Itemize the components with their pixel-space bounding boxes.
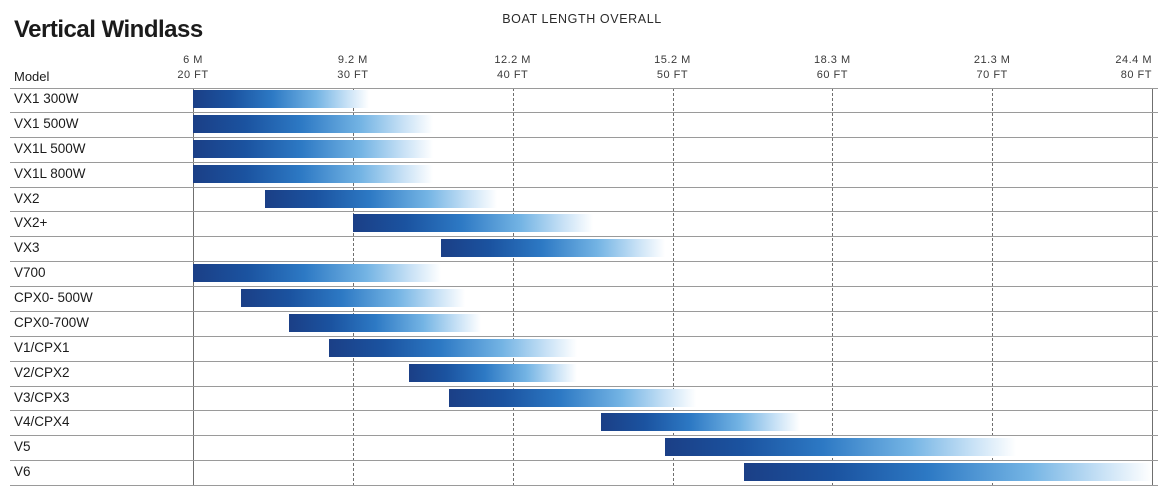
- tick-label-metric: 9.2 M: [337, 54, 368, 66]
- chart-row: [0, 411, 1164, 436]
- row-label-model: CPX0- 500W: [14, 290, 93, 305]
- range-bar: [289, 314, 481, 332]
- row-separator: [10, 435, 1158, 436]
- row-separator: [10, 187, 1158, 188]
- range-bar: [193, 90, 369, 108]
- row-separator: [10, 460, 1158, 461]
- chart-row: [0, 262, 1164, 287]
- tick-label-metric: 21.3 M: [973, 54, 1011, 66]
- range-bar: [193, 165, 433, 183]
- row-separator: [10, 236, 1158, 237]
- row-separator: [10, 261, 1158, 262]
- chart-row: [0, 387, 1164, 412]
- row-label-model: VX1L 800W: [14, 165, 86, 181]
- row-separator: [10, 386, 1158, 387]
- tick-label-metric: 6 M: [183, 54, 203, 66]
- row-label-model: V5: [14, 439, 31, 455]
- row-separator: [10, 286, 1158, 287]
- model-column-header: Model: [14, 69, 50, 84]
- row-label-model: V2/CPX2: [14, 364, 70, 380]
- row-separator: [10, 88, 1158, 89]
- row-label-model: V3/CPX3: [14, 389, 70, 405]
- tick-label-imperial: 70 FT: [976, 69, 1008, 81]
- chart-row: [0, 188, 1164, 213]
- chart-row: [0, 312, 1164, 337]
- range-bar: [744, 463, 1152, 481]
- tick-label-imperial: 80 FT: [1120, 69, 1152, 81]
- row-label-model: VX2+: [14, 215, 48, 231]
- row-label-model: VX1L 500W: [14, 140, 86, 156]
- range-bar: [353, 214, 593, 232]
- row-label-model: VX3: [14, 240, 40, 256]
- tick-label-metric: 12.2 M: [494, 54, 531, 66]
- range-bar: [193, 264, 441, 282]
- plot-area: [0, 88, 1164, 486]
- row-label-model: VX1 300W: [14, 91, 79, 106]
- tick-label-metric: 24.4 M: [1115, 54, 1152, 66]
- row-label-model: VX1 500W: [14, 115, 79, 131]
- tick-label-imperial: 60 FT: [816, 69, 848, 81]
- row-separator: [10, 336, 1158, 337]
- tick-label-metric: 18.3 M: [814, 54, 851, 66]
- row-label-model: VX2: [14, 190, 40, 206]
- range-bar: [193, 140, 433, 158]
- page-title: Vertical Windlass: [14, 16, 203, 43]
- tick-label-imperial: 40 FT: [497, 69, 529, 81]
- chart-row: [0, 287, 1164, 312]
- range-bar: [409, 364, 577, 382]
- row-separator: [10, 211, 1158, 212]
- range-bar: [193, 115, 433, 133]
- row-label-model: V700: [14, 265, 46, 281]
- chart-row: [0, 163, 1164, 188]
- row-label-model: CPX0-700W: [14, 314, 90, 330]
- row-separator: [10, 137, 1158, 138]
- range-bar: [241, 289, 465, 307]
- chart-row: [0, 88, 1164, 113]
- chart-row: [0, 461, 1164, 486]
- range-bar: [601, 413, 801, 431]
- chart-row: [0, 212, 1164, 237]
- chart-row: [0, 337, 1164, 362]
- row-separator: [10, 485, 1158, 486]
- tick-label-metric: 15.2 M: [654, 54, 691, 66]
- row-separator: [10, 162, 1158, 163]
- row-label-model: V6: [14, 464, 31, 480]
- row-separator: [10, 311, 1158, 312]
- chart-row: [0, 436, 1164, 461]
- row-label-model: V4/CPX4: [14, 414, 70, 430]
- range-bar: [449, 389, 697, 407]
- row-separator: [10, 361, 1158, 362]
- range-bar: [665, 438, 1017, 456]
- range-bar: [265, 190, 497, 208]
- range-bar: [329, 339, 577, 357]
- tick-label-imperial: 20 FT: [177, 69, 209, 81]
- row-separator: [10, 410, 1158, 411]
- chart-row: [0, 237, 1164, 262]
- chart-row: [0, 113, 1164, 138]
- row-label-model: V1/CPX1: [14, 339, 70, 355]
- range-bar: [441, 239, 665, 257]
- tick-label-imperial: 30 FT: [337, 69, 369, 81]
- chart-row: [0, 138, 1164, 163]
- row-separator: [10, 112, 1158, 113]
- chart-row: [0, 362, 1164, 387]
- tick-label-imperial: 50 FT: [656, 69, 689, 81]
- x-axis-caption: BOAT LENGTH OVERALL: [502, 12, 662, 26]
